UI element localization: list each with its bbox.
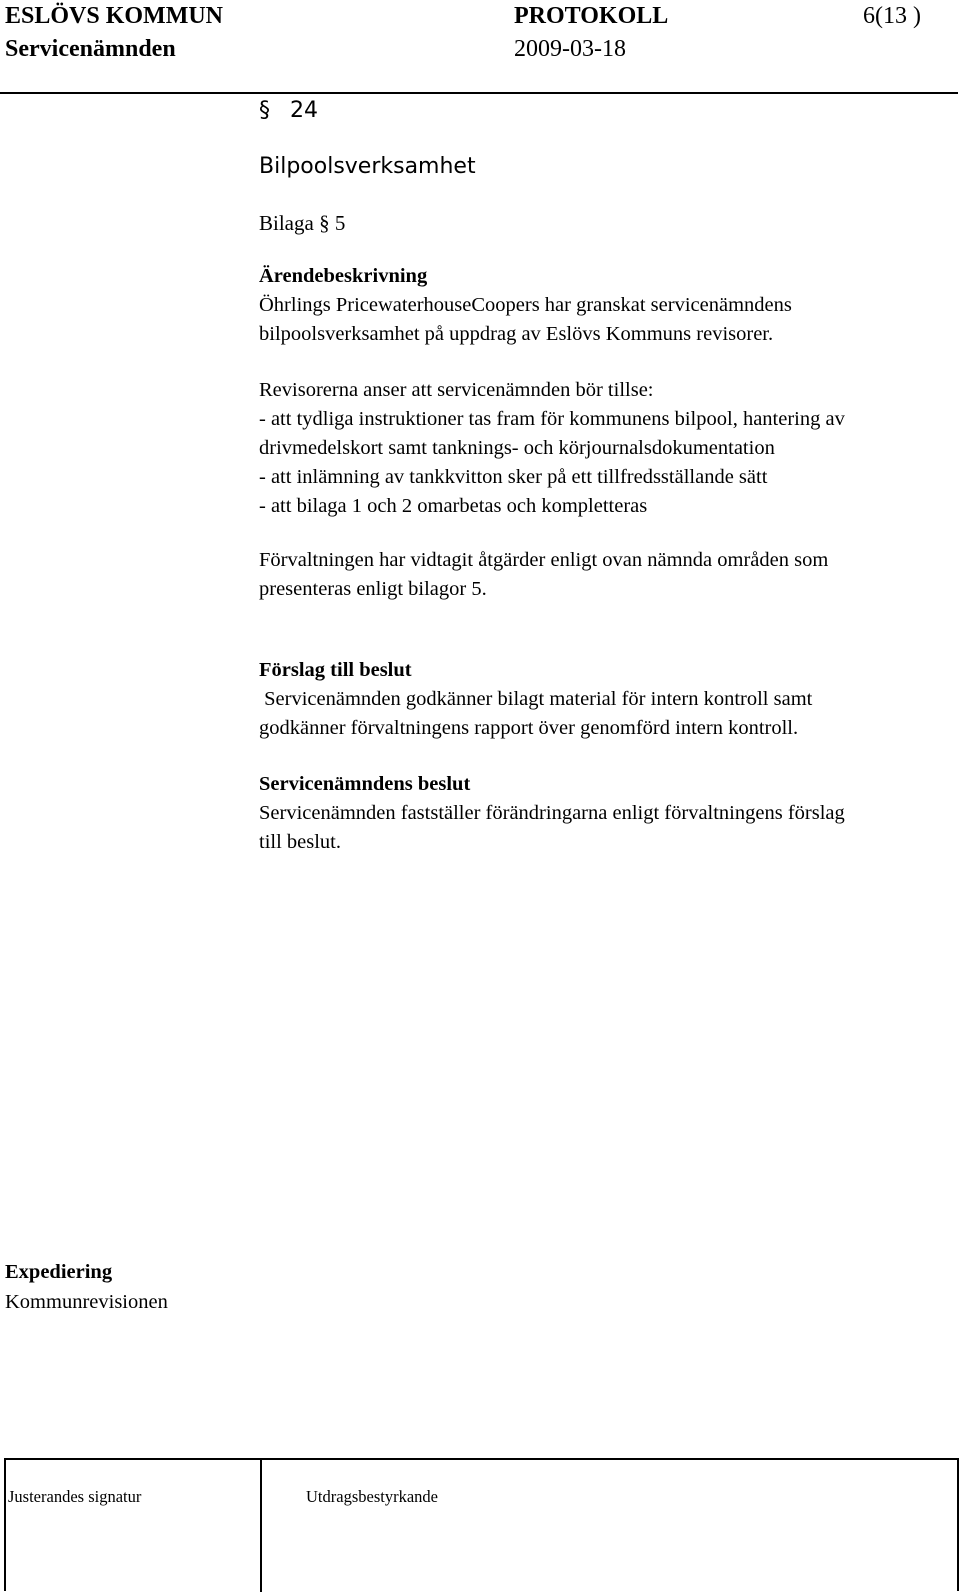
case-description-section <box>259 262 792 349</box>
header-rule <box>0 92 958 94</box>
proposal-heading: Förslag till beslut <box>259 659 412 681</box>
meeting-date: 2009-03-18 <box>514 36 626 62</box>
case-description-line: bilpoolsverksamhet på uppdrag av Eslövs Kommuns revisorer. <box>259 323 774 345</box>
page-number: 6(13 ) <box>863 3 921 29</box>
proposal-section <box>259 656 812 743</box>
auditors-line: drivmedelskort samt tanknings- och körjournalsdokumentation <box>259 437 775 459</box>
distribution-recipient: Kommunrevisionen <box>5 1291 168 1313</box>
attachment-reference: Bilaga § 5 <box>259 211 346 235</box>
decision-section <box>259 770 845 857</box>
committee-name: Servicenämnden <box>5 36 176 62</box>
section-symbol: § <box>259 98 270 123</box>
signature-box-divider <box>260 1458 262 1592</box>
proposal-line: Servicenämnden godkänner bilagt material för intern kontroll samt <box>259 688 813 710</box>
decision-line: till beslut. <box>259 831 341 853</box>
decision-heading: Servicenämndens beslut <box>259 773 471 795</box>
org-name: ESLÖVS KOMMUN <box>5 3 224 29</box>
section-number: 24 <box>290 98 318 123</box>
case-description-heading: Ärendebeskrivning <box>259 265 428 287</box>
auditors-line: - att inlämning av tankkvitton sker på ett tillfredsställande sätt <box>259 466 768 488</box>
auditors-section <box>259 376 845 521</box>
extract-certification-label: Utdragsbestyrkande <box>306 1487 438 1506</box>
section-title: Bilpoolsverksamhet <box>259 154 476 179</box>
administration-line: presenteras enligt bilagor 5. <box>259 578 487 600</box>
decision-line: Servicenämnden fastställer förändringarna enligt förvaltningens förslag <box>259 802 845 824</box>
auditors-line: - att tydliga instruktioner tas fram för kommunens bilpool, hantering av <box>259 408 845 430</box>
distribution-heading: Expediering <box>5 1261 113 1283</box>
auditors-line: - att bilaga 1 och 2 omarbetas och kompletteras <box>259 495 648 517</box>
initialling-signature-label: Justerandes signatur <box>8 1487 142 1506</box>
signature-box <box>4 1458 959 1591</box>
distribution-section <box>5 1257 168 1317</box>
section-number-line <box>259 96 318 126</box>
administration-section <box>259 546 828 604</box>
auditors-line: Revisorerna anser att servicenämnden bör tillse: <box>259 379 654 401</box>
case-description-line: Öhrlings PricewaterhouseCoopers har granskat servicenämndens <box>259 294 792 316</box>
proposal-line: godkänner förvaltningens rapport över genomförd intern kontroll. <box>259 717 799 739</box>
document-type: PROTOKOLL <box>514 3 669 29</box>
administration-line: Förvaltningen har vidtagit åtgärder enligt ovan nämnda områden som <box>259 549 829 571</box>
